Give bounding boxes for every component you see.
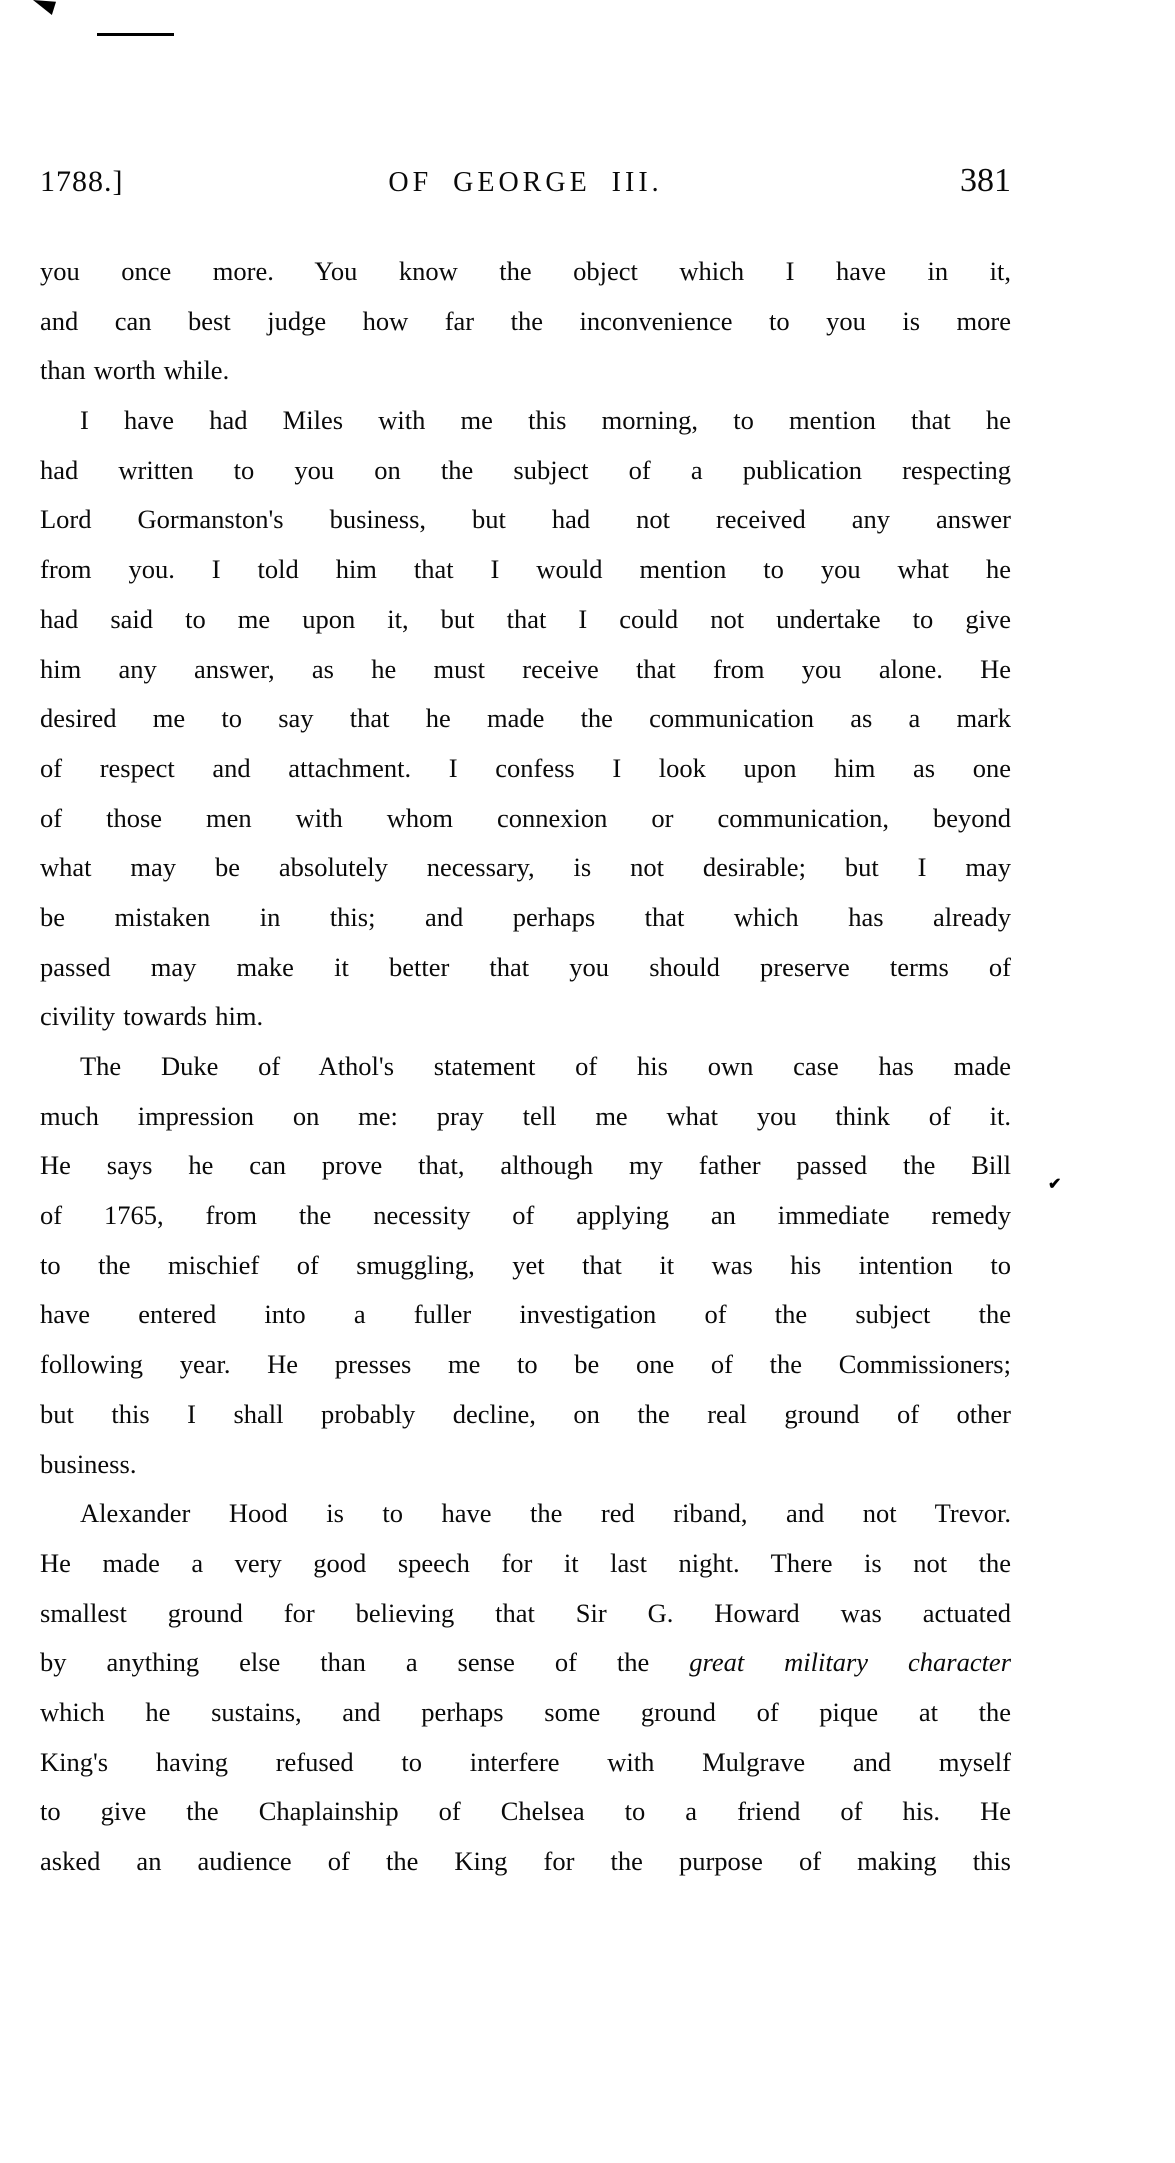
text-line: civility towards him. <box>40 1001 264 1032</box>
text-line: you once more. You know the object which I have in it, <box>40 256 1011 286</box>
text-line: and can best judge how far the inconvenience to you is more <box>40 305 1011 336</box>
page-number: 381 <box>960 162 1011 199</box>
text-line: have entered into a fuller investigation of the subject the <box>40 1299 1011 1330</box>
text-line: be mistaken in this; and perhaps that which has already <box>40 901 1011 932</box>
text-line: had said to me upon it, but that I could not undertake to give <box>40 603 1011 634</box>
text-line: King's having refused to interfere with Mulgrave and myself <box>40 1746 1011 1777</box>
text-line-with-italic <box>40 1638 1011 1688</box>
text-line: The Duke of Athol's statement of his own case has made <box>80 1051 1011 1081</box>
scan-artifact-rule <box>97 33 174 36</box>
text-line: much impression on me: pray tell me what you think of it. <box>40 1100 1011 1131</box>
text-line: had written to you on the subject of a publication respecting <box>40 454 1011 485</box>
text-line: which he sustains, and perhaps some ground of pique at the <box>40 1696 1011 1727</box>
text-line: He made a very good speech for it last night. There is not the <box>40 1547 1011 1578</box>
text-line: Lord Gormanston's business, but had not received any answer <box>40 504 1011 535</box>
text-line: asked an audience of the King for the purpose of making this <box>40 1846 1011 1876</box>
text-line: He says he can prove that, although my father passed the Bill <box>40 1150 1011 1181</box>
header-title: OF GEORGE III. <box>388 167 663 198</box>
text-line: of 1765, from the necessity of applying an immediate remedy <box>40 1200 1011 1231</box>
scan-artifact-wedge <box>33 0 56 15</box>
text-line: of those men with whom connexion or communication, beyond <box>40 802 1011 833</box>
text-line: him any answer, as he must receive that from you alone. He <box>40 653 1011 684</box>
text-line: of respect and attachment. I confess I look upon him as one <box>40 752 1011 783</box>
text-segment: by anything else than a sense of the <box>40 1647 690 1678</box>
text-line: what may be absolutely necessary, is not desirable; but I may <box>40 852 1011 883</box>
ink-mark: ✔ <box>1048 1176 1062 1193</box>
text-line: to give the Chaplainship of Chelsea to a friend of his. He <box>40 1796 1011 1827</box>
text-line: smallest ground for believing that Sir G. Howard was actuated <box>40 1597 1011 1628</box>
running-header <box>40 162 1011 200</box>
text-line: business. <box>40 1448 137 1479</box>
page-body <box>40 247 1011 1887</box>
text-line: desired me to say that he made the communication as a mark <box>40 703 1011 734</box>
text-line: but this I shall probably decline, on the real ground of other <box>40 1398 1011 1429</box>
text-line: to the mischief of smuggling, yet that it was his intention to <box>40 1249 1011 1280</box>
text-line: than worth while. <box>40 355 230 386</box>
text-line: following year. He presses me to be one of the Commissioners; <box>40 1349 1011 1380</box>
text-line: passed may make it better that you should preserve terms of <box>40 951 1011 982</box>
text-line: I have had Miles with me this morning, to mention that he <box>80 405 1011 436</box>
italic-text-segment: great military character <box>689 1647 1011 1678</box>
text-line: Alexander Hood is to have the red riband, and not Trevor. <box>80 1498 1011 1529</box>
header-year: 1788.] <box>40 165 124 198</box>
text-line: from you. I told him that I would mention to you what he <box>40 554 1011 585</box>
